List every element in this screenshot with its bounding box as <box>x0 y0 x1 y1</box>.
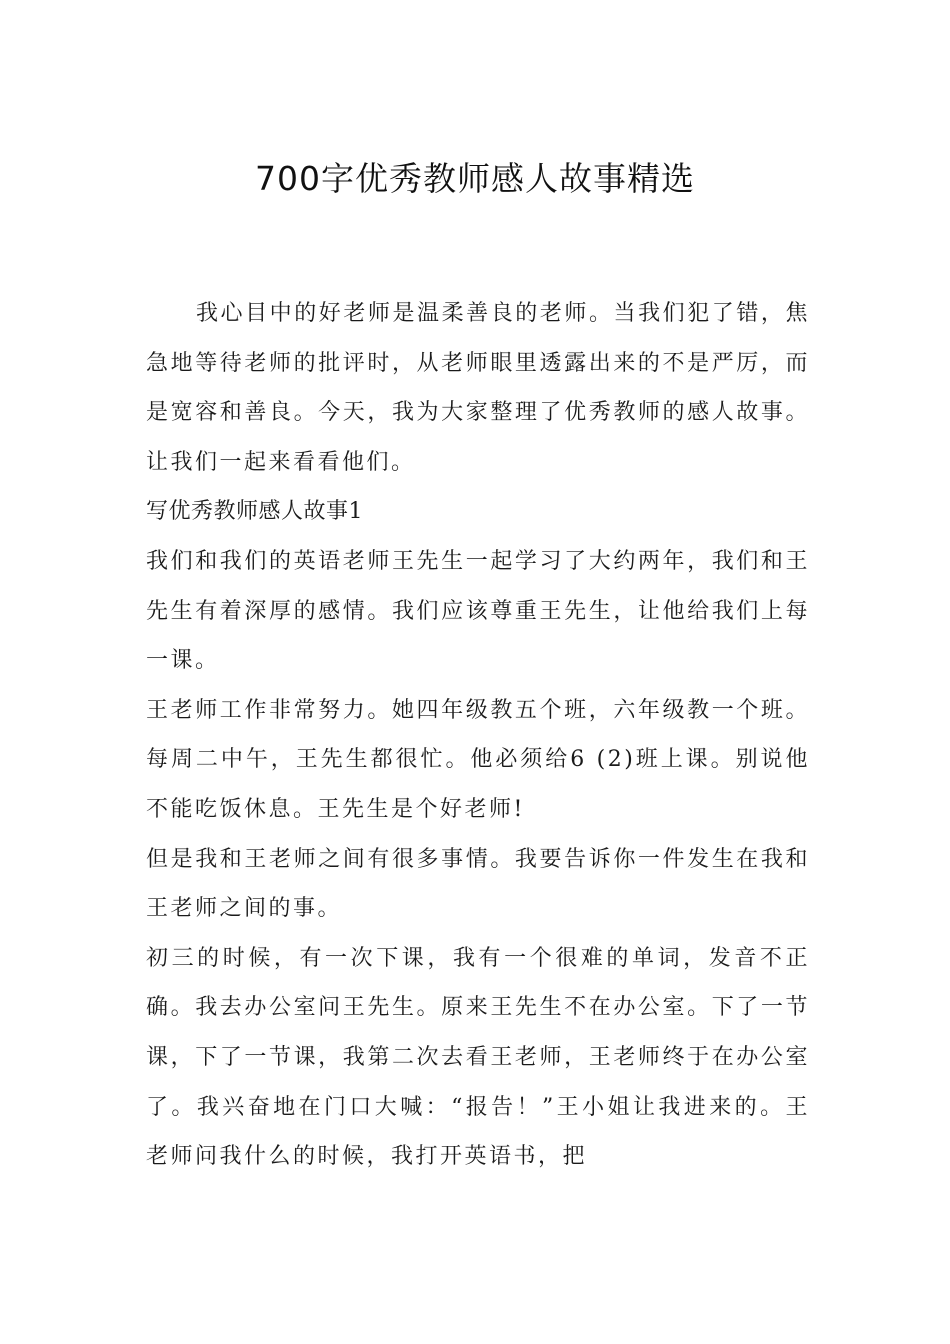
body-paragraph: 但是我和王老师之间有很多事情。我要告诉你一件发生在我和王老师之间的事。 <box>146 846 810 922</box>
document-title: 700字优秀教师感人故事精选 <box>255 159 695 198</box>
intro-paragraph: 我心目中的好老师是温柔善良的老师。当我们犯了错，焦急地等待老师的批评时，从老师眼里透露出来的不是严厉，而是宽容和善良。今天，我为大家整理了优秀教师的感人故事。让我们一起来看看他们。 <box>146 301 810 475</box>
body-paragraph: 初三的时候，有一次下课，我有一个很难的单词，发音不正确。我去办公室问王先生。原来王先生不在办公室。下了一节课，下了一节课，我第二次去看王老师，王老师终于在办公室了。我兴奋地在门口大喊：“报告！”王小姐让我进来的。王老师问我什么的时候，我打开英语书，把 <box>146 945 810 1170</box>
body-paragraph: 我们和我们的英语老师王先生一起学习了大约两年，我们和王先生有着深厚的感情。我们应该尊重王先生，让他给我们上每一课。 <box>146 548 810 674</box>
document-body <box>146 289 810 1182</box>
section-heading: 写优秀教师感人故事1 <box>146 499 363 525</box>
body-paragraph: 王老师工作非常努力。她四年级教五个班，六年级教一个班。每周二中午，王先生都很忙。他必须给6 (2)班上课。别说他不能吃饭休息。王先生是个好老师! <box>146 697 810 822</box>
